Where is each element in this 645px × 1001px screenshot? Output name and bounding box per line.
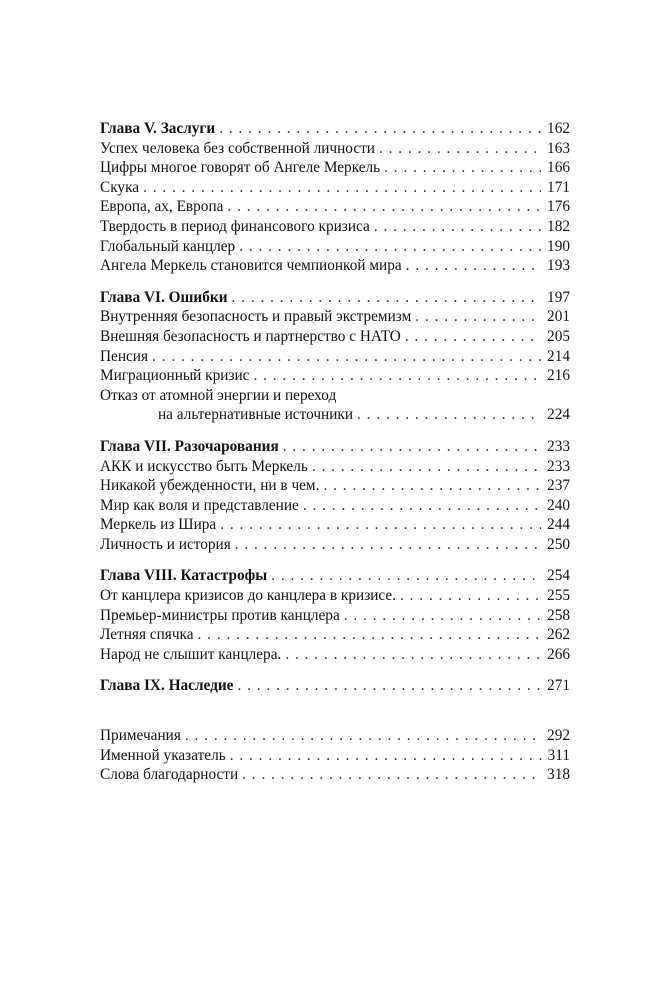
entry-title: Слова благодарности xyxy=(100,766,239,784)
chapter-group-9 xyxy=(100,676,570,696)
page-number: 318 xyxy=(547,766,570,784)
dot-leader xyxy=(230,746,542,766)
dot-leader xyxy=(344,606,541,626)
entry-title: Цифры многое говорят об Ангеле Меркель xyxy=(100,159,381,177)
entry-title: Скука xyxy=(100,178,140,196)
dot-leader xyxy=(415,307,541,327)
entry-title: Пенсия xyxy=(100,347,149,365)
entry-title: Твердость в период финансового кризиса xyxy=(100,217,370,235)
entry-title: Европа, ах, Европа xyxy=(100,198,224,216)
toc-entry xyxy=(100,515,570,535)
toc-entry xyxy=(100,197,570,217)
page-number: 190 xyxy=(547,237,570,255)
toc-entry xyxy=(100,746,570,766)
entry-title: От канцлера кризисов до канцлера в кризисе. xyxy=(100,587,397,605)
toc-entry xyxy=(100,606,570,626)
toc-entry-continuation xyxy=(100,405,570,425)
page-number: 205 xyxy=(547,327,570,345)
toc-entry xyxy=(100,307,570,327)
toc-entry xyxy=(100,586,570,606)
toc-entry xyxy=(100,237,570,257)
dot-leader xyxy=(374,217,541,237)
entry-title: АКК и искусство быть Меркель xyxy=(100,457,308,475)
page-number: 262 xyxy=(547,626,570,644)
chapter-group-5 xyxy=(100,119,570,276)
toc-entry xyxy=(100,256,570,276)
chapter-group-7 xyxy=(100,437,570,555)
entry-title-line-2: на альтернативные источники xyxy=(158,406,354,424)
dot-leader xyxy=(271,566,541,586)
dot-leader xyxy=(285,645,541,665)
dot-leader xyxy=(198,625,542,645)
toc-entry xyxy=(100,217,570,237)
toc-entry xyxy=(100,347,570,367)
back-matter-group xyxy=(100,726,570,785)
toc-chapter-entry xyxy=(100,288,570,308)
page-number: 163 xyxy=(547,139,570,157)
page-number: 292 xyxy=(547,727,570,745)
toc-entry xyxy=(100,327,570,347)
table-of-contents xyxy=(100,119,570,797)
toc-entry xyxy=(100,726,570,746)
chapter-group-6 xyxy=(100,288,570,425)
page-number: 201 xyxy=(547,308,570,326)
page-number: 266 xyxy=(547,645,570,663)
dot-leader xyxy=(312,457,541,477)
dot-leader xyxy=(235,535,541,555)
dot-leader xyxy=(253,366,541,386)
chapter-title: Глава VIII. Катастрофы xyxy=(100,567,268,585)
toc-entry xyxy=(100,158,570,178)
chapter-title: Глава VII. Разочарования xyxy=(100,437,279,455)
dot-leader xyxy=(323,476,541,496)
toc-chapter-entry xyxy=(100,676,570,696)
chapter-title: Глава VI. Ошибки xyxy=(100,288,228,306)
entry-title: Внутренняя безопасность и правый экстремизм xyxy=(100,308,412,326)
entry-title: Глобальный канцлер xyxy=(100,237,236,255)
dot-leader xyxy=(406,256,541,276)
toc-chapter-entry xyxy=(100,566,570,586)
entry-title: Ангела Меркель становится чемпионкой мира xyxy=(100,257,402,275)
entry-title: Личность и история xyxy=(100,535,231,553)
entry-title: Миграционный кризис xyxy=(100,367,250,385)
page-number: 255 xyxy=(547,587,570,605)
chapter-title: Глава V. Заслуги xyxy=(100,120,216,137)
page-number: 197 xyxy=(547,288,570,306)
page-number: 171 xyxy=(547,178,570,196)
entry-title: Примечания xyxy=(100,727,181,745)
entry-title: Летняя спячка xyxy=(100,626,194,644)
entry-title: Меркель из Шира xyxy=(100,516,217,534)
toc-entry xyxy=(100,625,570,645)
entry-title-line-1: Отказ от атомной энергии и переход xyxy=(100,386,337,404)
dot-leader xyxy=(237,676,541,696)
dot-leader xyxy=(303,496,541,516)
toc-entry xyxy=(100,178,570,198)
toc-multiline-entry xyxy=(100,386,570,425)
entry-title: Премьер-министры против канцлера xyxy=(100,606,340,624)
page-number: 193 xyxy=(547,257,570,275)
page-number: 237 xyxy=(547,477,570,495)
entry-title: Именной указатель xyxy=(100,746,226,764)
page-number: 254 xyxy=(547,567,570,585)
entry-title: Никакой убежденности, ни в чем. xyxy=(100,477,320,495)
page-number: 271 xyxy=(547,677,570,695)
page-number: 214 xyxy=(547,347,570,365)
toc-entry xyxy=(100,535,570,555)
entry-title: Внешняя безопасность и партнерство с НАТО xyxy=(100,327,401,345)
page-number: 176 xyxy=(547,198,570,216)
page-number: 258 xyxy=(547,606,570,624)
dot-leader xyxy=(405,327,541,347)
dot-leader xyxy=(379,139,541,159)
dot-leader xyxy=(283,437,541,457)
toc-chapter-entry xyxy=(100,119,570,139)
dot-leader xyxy=(152,347,541,367)
page-number: 250 xyxy=(547,535,570,553)
page-number: 244 xyxy=(547,516,570,534)
page-number: 224 xyxy=(547,406,570,424)
page-number: 240 xyxy=(547,496,570,514)
dot-leader xyxy=(185,726,541,746)
dot-leader xyxy=(227,197,541,217)
entry-title: Мир как воля и представление xyxy=(100,496,299,514)
dot-leader xyxy=(232,288,542,308)
dot-leader xyxy=(400,586,541,606)
toc-entry xyxy=(100,139,570,159)
toc-entry xyxy=(100,765,570,785)
page-number: 182 xyxy=(547,217,570,235)
chapter-group-8 xyxy=(100,566,570,664)
page-number: 162 xyxy=(547,120,570,137)
toc-entry xyxy=(100,457,570,477)
page-number: 166 xyxy=(547,159,570,177)
toc-chapter-entry xyxy=(100,437,570,457)
toc-entry xyxy=(100,366,570,386)
dot-leader xyxy=(357,405,541,425)
entry-title: Народ не слышит канцлера. xyxy=(100,645,282,663)
dot-leader xyxy=(239,237,541,257)
dot-leader xyxy=(220,515,541,535)
dot-leader xyxy=(143,178,541,198)
page-number: 311 xyxy=(547,746,570,764)
chapter-title: Глава IX. Наследие xyxy=(100,677,234,695)
toc-entry xyxy=(100,645,570,665)
toc-entry xyxy=(100,496,570,516)
dot-leader xyxy=(219,119,541,139)
entry-title: Успех человека без собственной личности xyxy=(100,139,375,157)
dot-leader xyxy=(242,765,541,785)
page-number: 233 xyxy=(547,457,570,475)
page-number: 216 xyxy=(547,367,570,385)
dot-leader xyxy=(384,158,541,178)
page-number: 233 xyxy=(547,437,570,455)
toc-entry xyxy=(100,476,570,496)
